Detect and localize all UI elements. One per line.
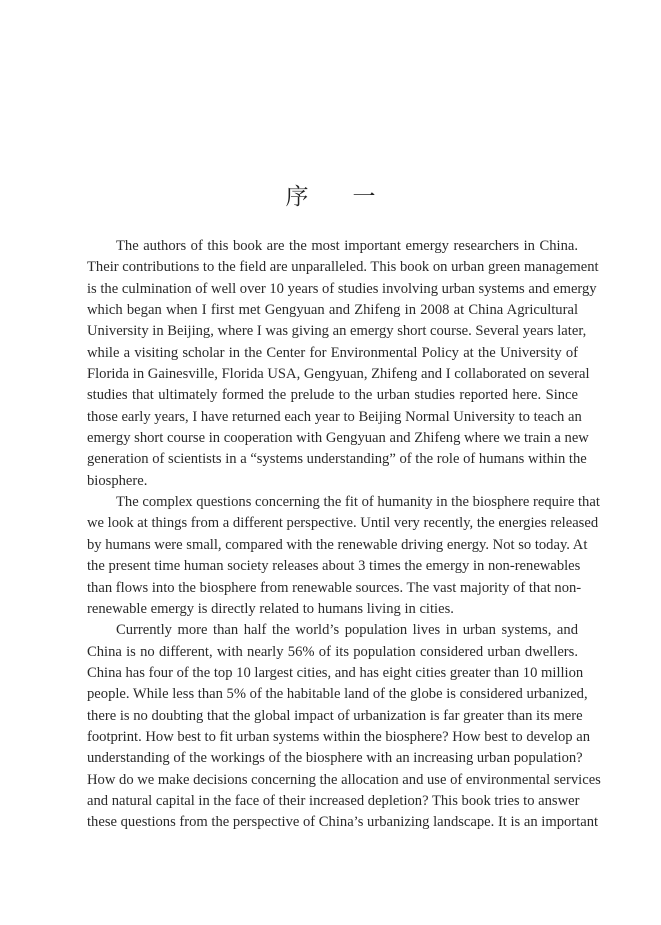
text-line: How do we make decisions concerning the allocation and use of environmental services [87,771,601,788]
text-line: biosphere. [87,472,148,489]
text-line: The complex questions concerning the fit of humanity in the biosphere require that [116,494,600,511]
text-line: China is no different, with nearly 56% of its population considered urban dwellers. [87,643,578,660]
text-line: China has four of the top 10 largest cities, and has eight cities greater than 10 million [87,664,584,681]
text-line: which began when I first met Gengyuan and Zhifeng in 2008 at China Agricultural [87,302,578,319]
text-line: renewable emergy is directly related to humans living in cities. [87,600,454,617]
text-line: Florida in Gainesville, Florida USA, Gengyuan, Zhifeng and I collaborated on several [87,366,590,383]
text-line: there is no doubting that the global impact of urbanization is far greater than its mere [87,707,583,724]
page-title [0,178,661,211]
text-line: these questions from the perspective of China’s urbanizing landscape. It is an important [87,814,599,831]
text-line: the present time human society releases about 3 times the emergy in non-renewables [87,558,581,575]
text-line: Their contributions to the field are unparalleled. This book on urban green management [87,259,599,276]
text-line: University in Beijing, where I was giving an emergy short course. Several years later, [87,323,587,340]
text-line: generation of scientists in a “systems understanding” of the role of humans within the [87,451,587,468]
text-line: by humans were small, compared with the renewable driving energy. Not so today. At [87,536,588,553]
text-line: we look at things from a different perspective. Until very recently, the energies released [87,515,599,532]
text-line: and natural capital in the face of their increased depletion? This book tries to answer [87,792,580,809]
text-line: footprint. How best to fit urban systems within the biosphere? How best to develop an [87,728,590,745]
text-line: Currently more than half the world’s population lives in urban systems, and [116,622,578,639]
text-line: The authors of this book are the most important emergy researchers in China. [116,238,578,254]
paragraph [87,620,601,833]
title-char-2: 一 [352,184,376,210]
text-line: emergy short course in cooperation with Gengyuan and Zhifeng where we train a new [87,430,589,447]
text-line: while a visiting scholar in the Center for Environmental Policy at the University of [87,344,578,361]
title-char-1: 序 [285,184,309,210]
paragraph [87,492,600,620]
preface-body [87,236,601,834]
text-line: understanding of the workings of the biosphere with an increasing urban population? [87,750,583,767]
text-line: studies that ultimately formed the prelude to the urban studies reported here. Since [87,387,578,404]
text-line: those early years, I have returned each year to Beijing Normal University to teach an [87,408,582,425]
text-line: than flows into the biosphere from renewable sources. The vast majority of that non- [87,579,582,596]
text-line: people. While less than 5% of the habitable land of the globe is considered urbanized, [87,686,588,703]
text-line: is the culmination of well over 10 years of studies involving urban systems and emergy [87,280,597,297]
paragraph [87,236,599,492]
